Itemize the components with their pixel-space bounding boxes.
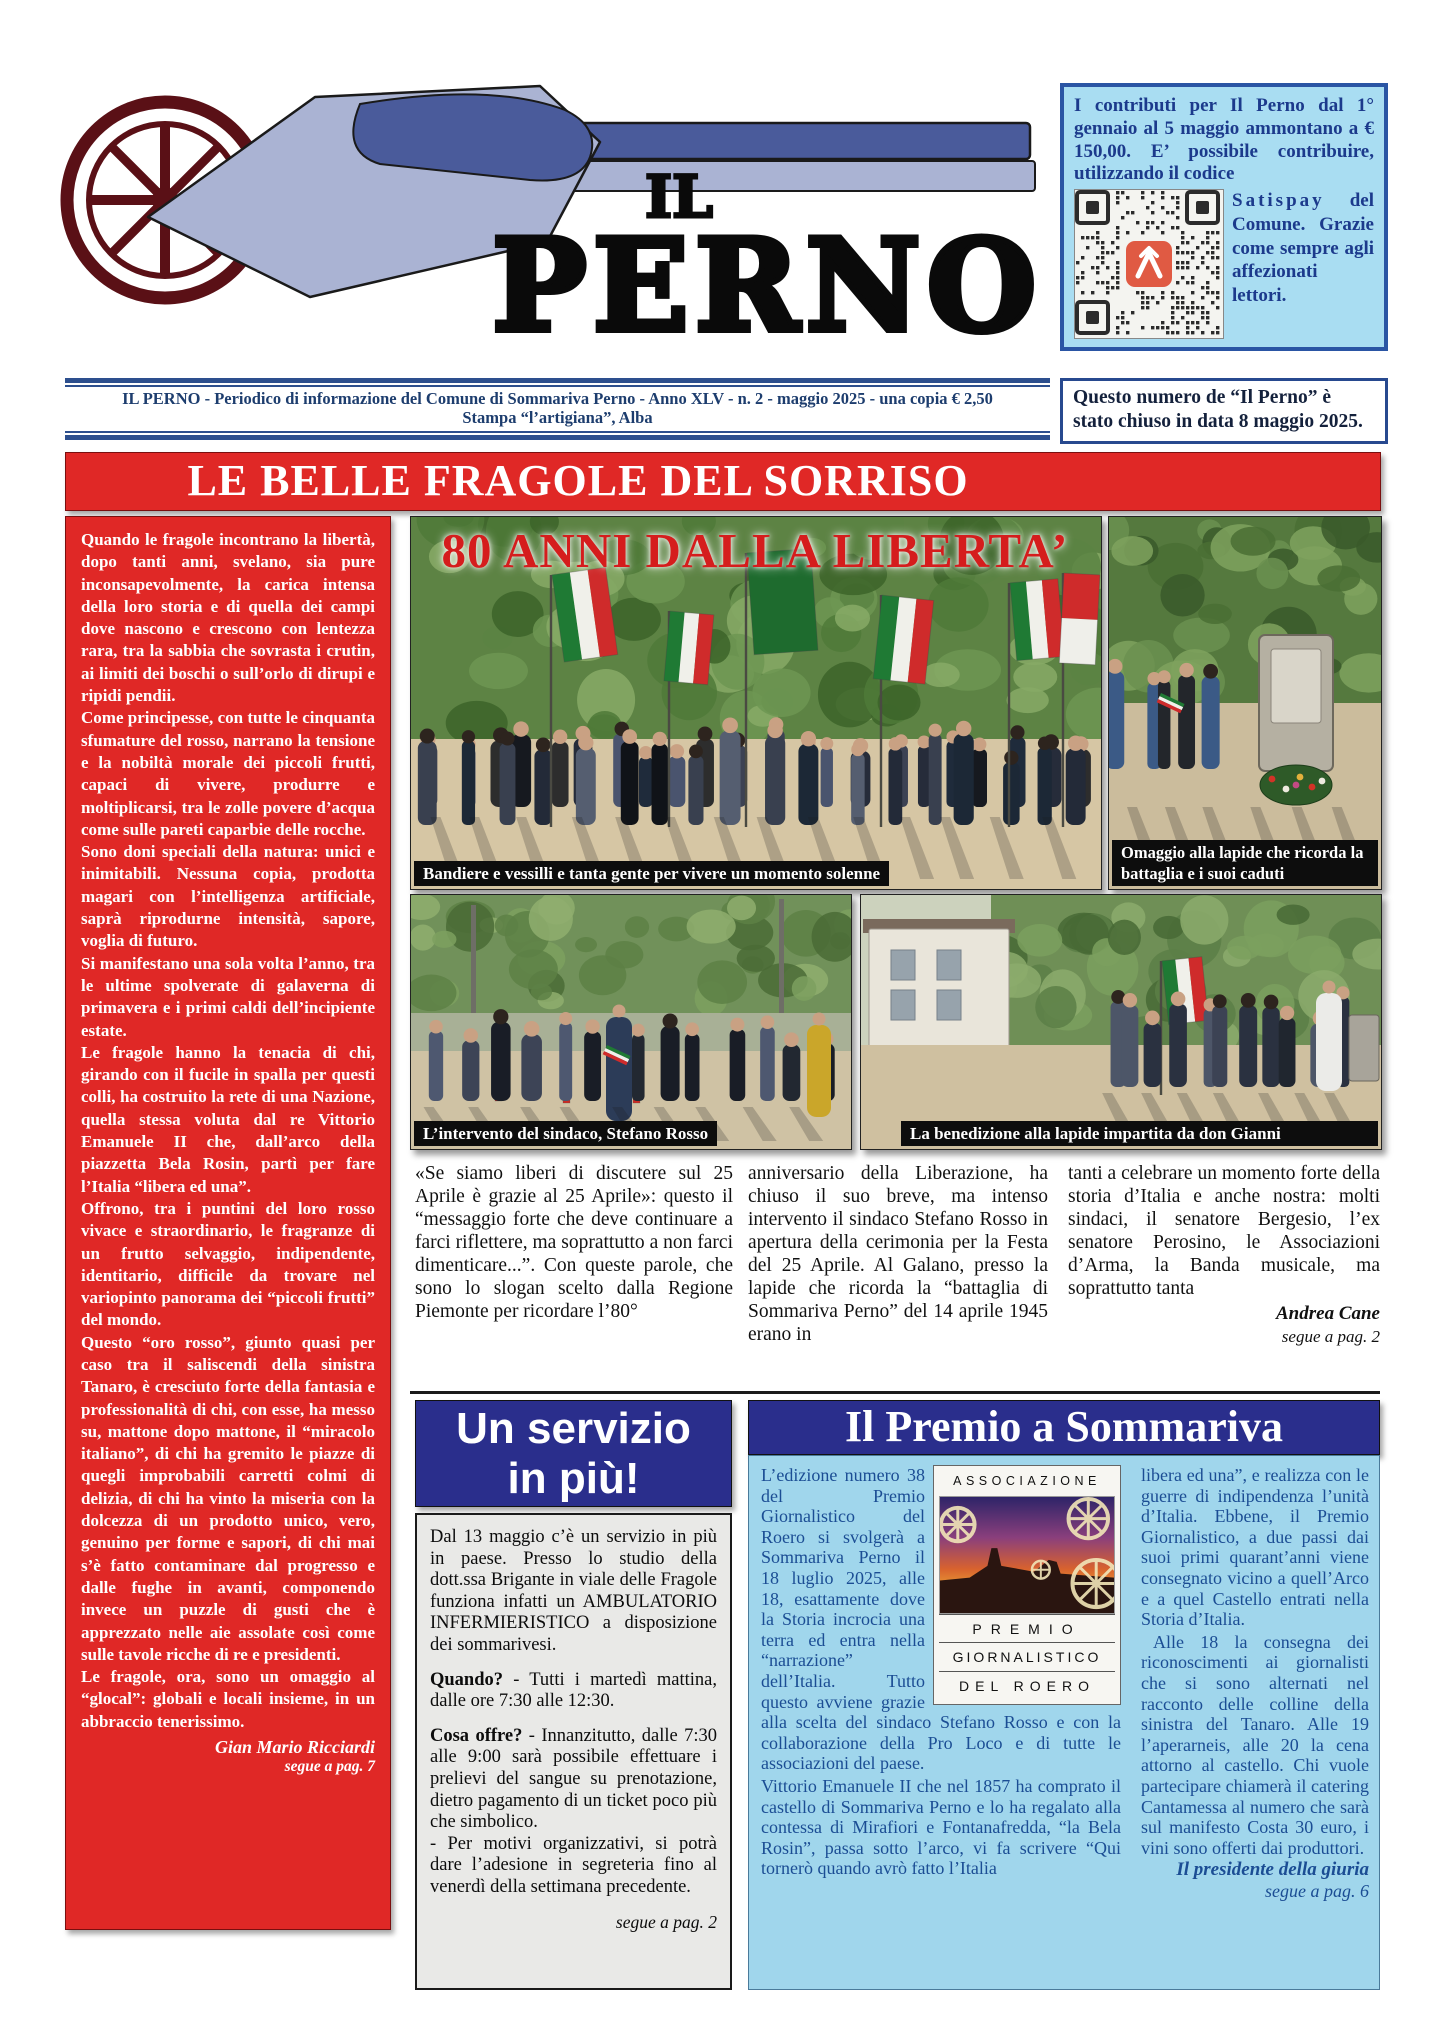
premio-right-column [1141, 1465, 1369, 1901]
editorial-paragraph: Si manifestano una sola volta l’anno, tra le ultime spolverate di galaverna di primavera e i primi caldi dell’incipiente estate. [81, 953, 375, 1040]
photo-mayor-speech [410, 894, 852, 1150]
cosa-label: Cosa offre? [430, 1725, 523, 1746]
issue-closed-box [1060, 378, 1388, 444]
masthead-rule-top [65, 378, 1050, 387]
contribution-text-side [1232, 189, 1374, 339]
service-title-line1: Un servizio [456, 1404, 691, 1453]
masthead-rule-bottom [65, 429, 1050, 440]
photo-caption: La benedizione alla lapide impartita da don Gianni [901, 1121, 1378, 1146]
editorial-paragraph: Le fragole, ora, sono un omaggio al “glocal”: globali e locali insieme, in un abbraccio tenerissimo. [81, 1667, 375, 1731]
editorial-paragraph: Questo “oro rosso”, giunto quasi per caso tra il saliscendi della sinistra Tanaro, è cresciuto forte della fantasia e professionalità di chi, con esse, ha messo su, mattone dopo mattone, il “miracolo italiano”, di chi ha gremito le piazze di quegli improbabili carretti colmi di delizia, di chi ha vinto la miseria con la dolcezza di un prodotto unico, vero, genuino per forme e sapori, di chi mai s’è fatto contaminare dal progresso e dalle fughe in avanti, componendo invece un puzzle di gusti che è apprezzato nelle aie assolate così come sulle tavole ricche di re e presidenti. [81, 1332, 375, 1664]
editorial-paragraph: Le fragole hanno la tenacia di chi, girando con il fucile in spalla per questi colli, ha costruito la rete di una Nazione, quella stessa voluta dal re Vittorio Emanuele II che, dall’arco della piazzetta Bela Rosin, partì per fare l’Italia “libera ed una”. [81, 1042, 375, 1196]
premio-article-box [748, 1455, 1380, 1990]
liberation-article-col1 [415, 1162, 733, 1323]
service-cosa [430, 1726, 717, 1834]
contribution-text: I contributi per Il Perno dal 1° gennaio al 5 maggio ammontano a € 150,00. E’ possibile contribuire, utilizzando il codice [1074, 95, 1374, 185]
premio-right-p1: libera ed una”, e realizza con le guerre di indipendenza l’unità d’Italia. Ebbene, il Premio Giornalistico, a due passi dai suoi primi quarant’anni viene consegnato vicino a quell’Arco e a quel Castello entrati nella Storia d’Italia. [1141, 1465, 1369, 1630]
satispay-qr-code-icon [1074, 189, 1224, 339]
liberation-article-col2 [748, 1162, 1048, 1346]
service-quando [430, 1670, 717, 1713]
article-signature: Andrea Cane [1276, 1303, 1380, 1324]
service-nota: - Per motivi organizzativi, si potrà dare l’adesione in segreteria fino al venerdì della settimana precedente. [430, 1833, 717, 1897]
photo-caption: Bandiere e vessilli e tanta gente per vivere un momento solenne [414, 861, 889, 886]
contribution-notice-box [1060, 83, 1388, 351]
quando-text: - Tutti i martedì mattina, dalle ore 7:30 alle 12:30. [430, 1669, 717, 1712]
masthead-info-line1: IL PERNO - Periodico di informazione del Comune di Sommariva Perno - Anno XLV - n. 2 - maggio 2025 - una copia € 2,50 [122, 389, 993, 408]
masthead-info [65, 389, 1050, 427]
photo-caption: L’intervento del sindaco, Stefano Rosso [414, 1121, 717, 1146]
service-title-line2: in più! [507, 1454, 640, 1503]
service-intro: Dal 13 maggio c’è un servizio in più in paese. Presso lo studio della dott.ssa Brigante in viale delle Fragole funziona infatti un AMBULATORIO INFERMIERISTICO a disposizione dei sommarivesi. [430, 1527, 717, 1655]
masthead-info-line2: Stampa “l’artigiana”, Alba [462, 408, 653, 427]
editorial-paragraph: Quando le fragole incontrano la libertà, dopo tanti anni, svelano, sia pure inconsapevolmente, la carica intensa della loro storia e di quella dei campi dove nascono e crescono con lentezza rara, tra la sabbia che sovrasta i crutin, ai limiti dei boschi o sull’orlo di dirupi e ripidi pendii. [81, 530, 375, 706]
liberation-headline: 80 ANNI DALLA LIBERTA’ [441, 523, 1069, 578]
premio-left-column [761, 1465, 1121, 1879]
photo-memorial-tribute [1108, 516, 1382, 890]
premio-continuation: segue a pag. 6 [1265, 1880, 1369, 1901]
photo-benediction [860, 894, 1382, 1150]
strawberry-editorial-column [65, 516, 391, 1930]
liberation-article-col3 [1068, 1162, 1380, 1348]
service-article-box [415, 1513, 732, 1990]
main-headline: LE BELLE FRAGOLE DEL SORRISO [187, 456, 969, 505]
premio-roero-logo [933, 1465, 1121, 1705]
article-continuation: segue a pag. 2 [1281, 1327, 1380, 1346]
main-headline-banner [65, 452, 1381, 511]
premio-title: Il Premio a Sommariva [845, 1402, 1283, 1451]
service-continuation: segue a pag. 2 [615, 1911, 717, 1932]
issue-closed-text: Questo numero de “Il Perno” è stato chiuso in data 8 maggio 2025. [1073, 387, 1363, 433]
premio-left-p1: L’edizione numero 38 del Premio Giornalistico del Roero si svolgerà a Sommariva Perno il 18 luglio 2025, alle 18, esattamente dove la Storia incrocia una terra ed entra nella “narrazione” dell’Italia. Tutto questo avviene grazie alla scelta del sindaco Stefano Rosso e con la collaborazione della Pro Loco e di tutte le associazioni del paese. [761, 1465, 1121, 1774]
editorial-signature: Gian Mario Ricciardi [214, 1737, 375, 1758]
editorial-paragraph: Offrono, tra i puntini del loro rosso vivace e straordinario, le fragranze di un frutto selvaggio, indipendente, identitario, difficile da trovare nel variopinto panorama dei “piccoli frutti” del mondo. [81, 1198, 375, 1330]
premio-signature: Il presidente della giuria [1176, 1859, 1369, 1881]
logo-premio-label: PREMIO [939, 1614, 1115, 1643]
roero-sunset-icon [939, 1496, 1115, 1614]
editorial-paragraph: Sono doni speciali della natura: unici e inimitabili. Nessuna copia, prodotta magari con l’intelligenza artificiale, saprà riprodurne intensità, sapore, voglia di futuro. [81, 842, 375, 951]
logo-giornalistico-label: GIORNALISTICO [939, 1642, 1115, 1671]
section-divider-rule [410, 1391, 1380, 1394]
editorial-continuation: segue a pag. 7 [284, 1758, 375, 1776]
premio-title-banner [748, 1400, 1380, 1455]
premio-left-p2: Vittorio Emanuele II che nel 1857 ha comprato il castello di Sommariva Perno e lo ha regalato alla contessa di Mirafiori e Fontanafredda, “la Bela Rosin”, passa sotto l’arco, vi fa scrivere “Qui tornerò quando avrò fatto l’Italia [761, 1775, 1121, 1879]
article-text: tanti a celebrare un momento forte della storia d’Italia e anche nostra: molti sindaci, il senatore Bergesio, l’ex senatore Perosino, le Associazioni d’Arma, la Banda musicale, ma soprattutto tanta [1068, 1163, 1380, 1299]
il-perno-logo [60, 52, 1050, 352]
cosa-text: - Innanzitutto, dalle 7:30 alle 9:00 sarà possibile effettuare i prelievi del sangue su prenotazione, dietro pagamento di un ticket poco più che simbolico. [430, 1725, 717, 1833]
masthead-title-small: IL [645, 163, 713, 231]
logo-delroero-label: DEL ROERO [939, 1671, 1115, 1700]
contribution-side-rest: del Comune. Grazie come sempre agli affezionati lettori. [1232, 190, 1374, 307]
logo-associazione-label: ASSOCIAZIONE [953, 1474, 1101, 1488]
service-title-banner [415, 1400, 732, 1507]
satispay-label: Satispay [1232, 190, 1325, 212]
quando-label: Quando? [430, 1669, 504, 1690]
article-text: «Se siamo liberi di discutere sul 25 Aprile è grazie al 25 Aprile»: questo il “messaggio forte che deve continuare a farci riflettere, ma soprattutto a non farci dimenticare...”. Con queste parole, che sono lo slogan scelto dalla Regione Piemonte per ricordare l’80° [415, 1163, 733, 1322]
article-text: anniversario della Liberazione, ha chiuso il suo breve, ma intenso intervento il sindaco Stefano Rosso in apertura della cerimonia per la Festa del 25 Aprile. Al Galano, presso la lapide che ricorda la “battaglia di Sommariva Perno” del 14 aprile 1945 erano in [748, 1163, 1048, 1345]
photo-caption: Omaggio alla lapide che ricorda la battaglia e i suoi caduti [1112, 840, 1378, 886]
editorial-paragraph: Come principesse, con tutte le cinquanta sfumature del rosso, narrano la tensione e la nobiltà morale dei piccoli frutti, capaci di vivere, produrre e moltiplicarsi, tra le zolle povere d’acqua come sulle pareti caparbie delle rocche. [81, 708, 375, 839]
masthead-title-big: PERNO [492, 212, 1043, 352]
premio-right-p2: Alle 18 la consegna dei riconoscimenti ai giornalisti che si sono alternati nel racconto delle colline della sinistra del Tanaro. Alle 19 l’aperarneis, alle 20 la cena attorno al castello. Chi vuole partecipare chiamerà il catering Cantamessa al numero che sarà sul manifesto Costa 30 euro, i vini sono offerti dai produttori. [1141, 1631, 1369, 1858]
